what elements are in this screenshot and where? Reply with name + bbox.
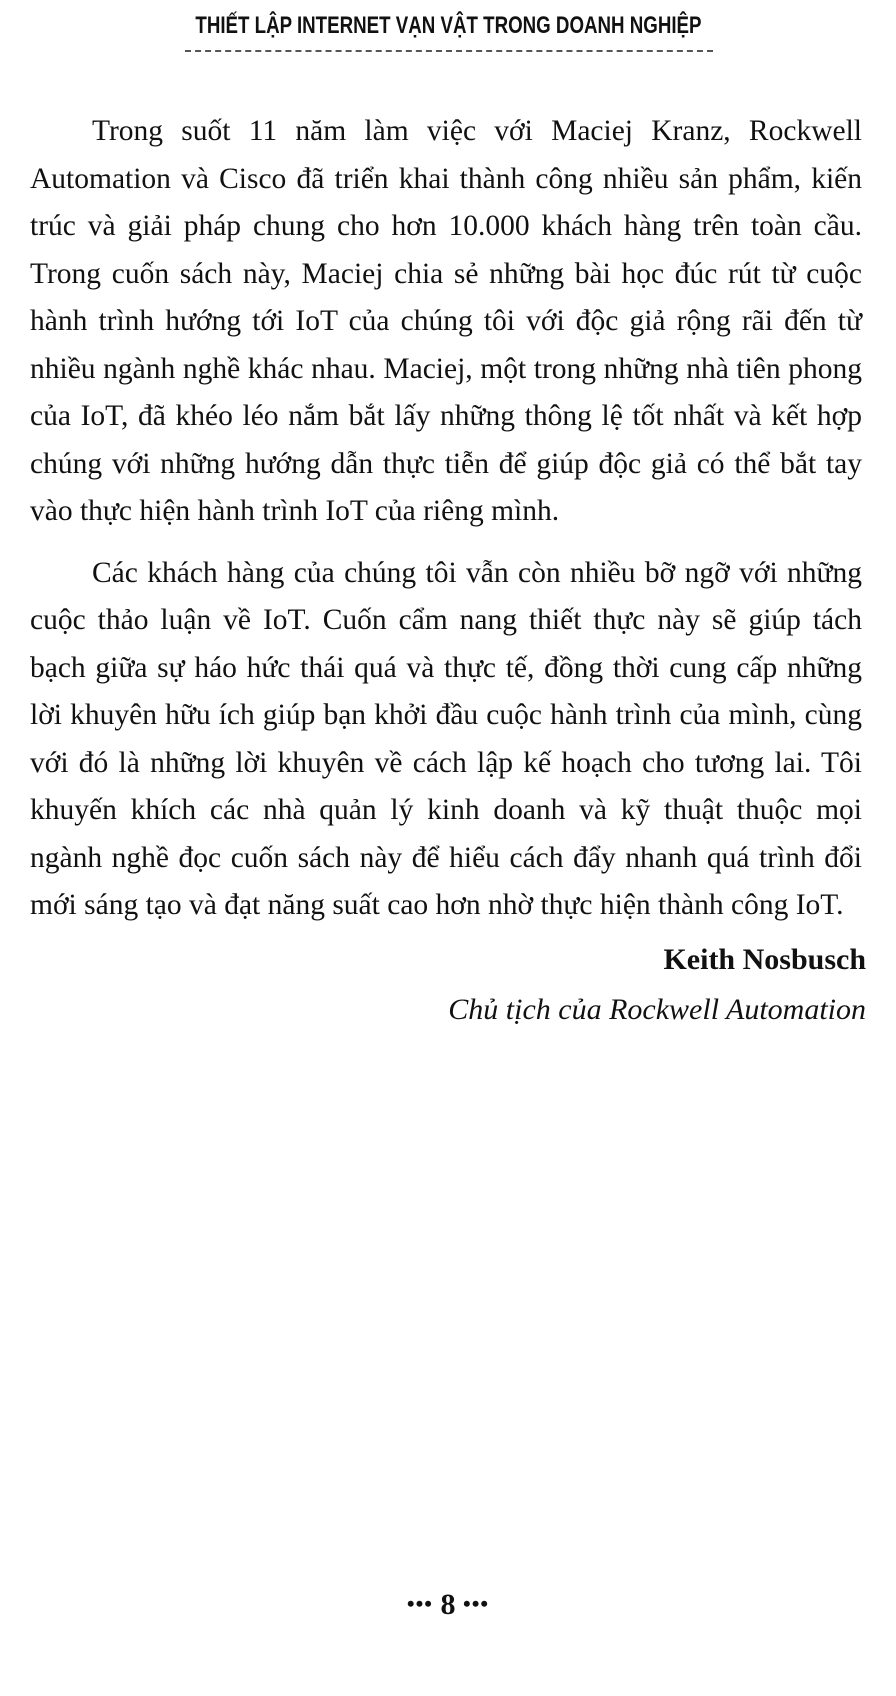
foreword-body <box>30 108 862 930</box>
right-ornament: ••• <box>463 1591 490 1616</box>
paragraph: Trong suốt 11 năm làm việc với Maciej Kranz, Rockwell Automation và Cisco đã triển khai thành công nhiều sản phẩm, kiến trúc và giải pháp chung cho hơn 10.000 khách hàng trên toàn cầu. Trong cuốn sách này, Maciej chia sẻ những bài học đúc rút từ cuộc hành trình hướng tới IoT của chúng tôi với độc giả rộng rãi đến từ nhiều ngành nghề khác nhau. Maciej, một trong những nhà tiên phong của IoT, đã khéo léo nắm bắt lấy những thông lệ tốt nhất và kết hợp chúng với những hướng dẫn thực tiễn để giúp độc giả có thể bắt tay vào thực hiện hành trình IoT của riêng mình. <box>30 115 862 527</box>
running-title: THIẾT LẬP INTERNET VẠN VẬT TRONG DOANH NGHIỆP <box>194 12 702 39</box>
author-title: Chủ tịch của Rockwell Automation <box>448 993 866 1026</box>
author-name: Keith Nosbusch <box>663 943 866 976</box>
paragraph: Các khách hàng của chúng tôi vẫn còn nhiều bỡ ngỡ với những cuộc thảo luận về IoT. Cuốn cẩm nang thiết thực này sẽ giúp tách bạch giữa sự háo hức thái quá và thực tế, đồng thời cung cấp những lời khuyên hữu ích giúp bạn khởi đầu cuộc hành trình của mình, cùng với đó là những lời khuyên về cách lập kế hoạch cho tương lai. Tôi khuyến khích các nhà quản lý kinh doanh và kỹ thuật thuộc mọi ngành nghề đọc cuốn sách này để hiểu cách đẩy nhanh quá trình đổi mới sáng tạo và đạt năng suất cao hơn nhờ thực hiện thành công IoT. <box>30 556 862 921</box>
header-dashed-divider <box>185 50 713 52</box>
page-number: 8 <box>440 1588 456 1621</box>
running-header <box>0 12 896 40</box>
signature-block <box>448 940 866 1030</box>
page-number-footer <box>0 1588 896 1622</box>
left-ornament: ••• <box>406 1591 433 1616</box>
